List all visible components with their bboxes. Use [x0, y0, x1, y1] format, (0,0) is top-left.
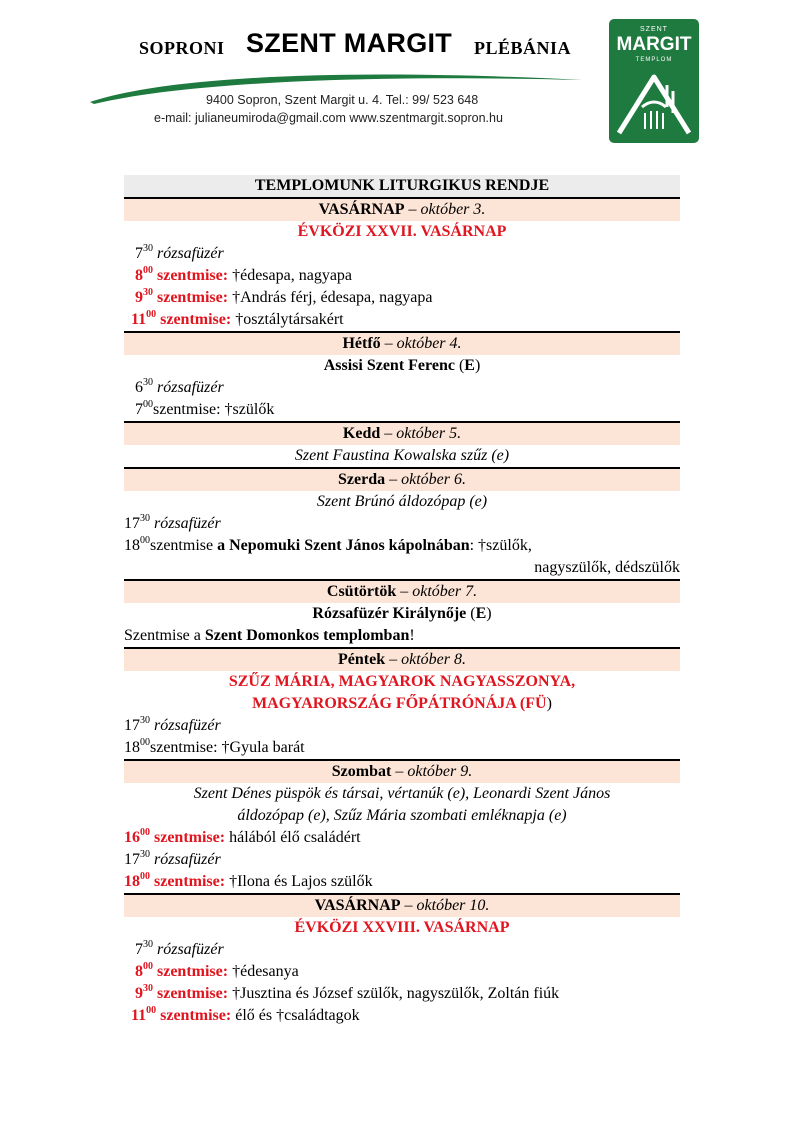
- schedule-item: $17^{30}$ rózsafüzér: [124, 513, 221, 532]
- letterhead: [0, 0, 800, 150]
- feast-title-line1: SZŰZ MÁRIA, MAGYAROK NAGYASSZONYA,: [228, 673, 576, 690]
- day-header-monday: Hétfő – október 4.: [124, 333, 680, 355]
- day-header-tuesday: Kedd – október 5.: [124, 423, 680, 445]
- feast-title: Assisi Szent Ferenc (E): [323, 357, 481, 374]
- feast-title: Rózsafüzér Királynője (E): [312, 605, 492, 622]
- schedule-item: $8^{00}$ szentmise: †édesapa, nagyapa: [135, 265, 353, 284]
- schedule-note: Szentmise a Szent Domonkos templomban!: [124, 627, 415, 644]
- schedule-item: $17^{30}$ rózsafüzér: [124, 715, 221, 734]
- day-header-wednesday: Szerda – október 6.: [124, 469, 680, 491]
- logo-text-main: MARGIT: [616, 34, 692, 55]
- schedule-item: $7^{30}$ rózsafüzér: [135, 939, 224, 958]
- day-header-saturday: Szombat – október 9.: [124, 761, 680, 783]
- day-header-friday: Péntek – október 8.: [124, 649, 680, 671]
- schedule-item: $11^{00}$ szentmise: †osztálytársakért: [131, 309, 344, 328]
- parish-name-left: SOPRONI: [139, 38, 225, 58]
- feast-title-line1: Szent Dénes püspök és társai, vértanúk (e), Leonardi Szent János: [193, 785, 611, 802]
- church-logo: [609, 19, 699, 143]
- schedule-item: $6^{30}$ rózsafüzér: [135, 377, 224, 396]
- feast-title-line2: áldozópap (e), Szűz Mária szombati emléknapja (e): [237, 807, 567, 824]
- schedule-item: $7^{00}szentmise$: †szülők: [135, 399, 275, 418]
- logo-text-top: SZENT: [640, 26, 668, 33]
- schedule-item: $8^{00}$ szentmise: †édesanya: [135, 961, 299, 980]
- feast-title: ÉVKÖZI XXVIII. VASÁRNAP: [294, 919, 510, 936]
- parish-contact: e-mail: julianeumiroda@gmail.com www.szentmargit.sopron.hu: [154, 111, 503, 125]
- day-date: – október 3.: [404, 201, 486, 218]
- parish-name-right: PLÉBÁNIA: [474, 38, 572, 58]
- church-building-icon: [615, 67, 693, 139]
- schedule-item: $17^{30}$ rózsafüzér: [124, 849, 221, 868]
- feast-title: Szent Faustina Kowalska szűz (e): [294, 447, 510, 464]
- feast-title: Szent Brúnó áldozópap (e): [316, 493, 488, 510]
- day-header-sunday-oct3: [124, 199, 680, 221]
- feast-title: ÉVKÖZI XXVII. VASÁRNAP: [297, 223, 507, 240]
- liturgical-schedule: [124, 175, 680, 1027]
- schedule-item: $18^{00}szentmise$ a Nepomuki Szent János kápolnában: †szülők,: [124, 535, 532, 554]
- schedule-item: $9^{30}$ szentmise: †Jusztina és József szülők, nagyszülők, Zoltán fiúk: [135, 983, 560, 1002]
- feast-title-line2: MAGYARORSZÁG FŐPÁTRÓNÁJA (FÜ): [252, 695, 552, 712]
- schedule-item: $7^{30}$ rózsafüzér: [135, 243, 224, 262]
- day-name: VASÁRNAP: [318, 201, 405, 218]
- schedule-item: $11^{00}$ szentmise: élő és †családtagok: [131, 1005, 360, 1024]
- schedule-item: $16^{00}$ szentmise: hálából élő családért: [124, 827, 361, 846]
- day-header-sunday-oct10: VASÁRNAP – október 10.: [124, 895, 680, 917]
- schedule-title: TEMPLOMUNK LITURGIKUS RENDJE: [124, 175, 680, 199]
- schedule-item: $9^{30}$ szentmise: †András férj, édesapa, nagyapa: [135, 287, 433, 306]
- schedule-item: $18^{00}$ szentmise: †Ilona és Lajos szülők: [124, 871, 373, 890]
- schedule-item-continuation: nagyszülők, dédszülők: [534, 559, 680, 576]
- day-header-thursday: Csütörtök – október 7.: [124, 581, 680, 603]
- parish-address: 9400 Sopron, Szent Margit u. 4. Tel.: 99/ 523 648: [206, 93, 479, 107]
- schedule-item: $18^{00}szentmise$: †Gyula barát: [124, 737, 305, 756]
- parish-name-main: SZENT MARGIT: [246, 28, 453, 58]
- logo-text-bottom: TEMPLOM: [635, 57, 673, 63]
